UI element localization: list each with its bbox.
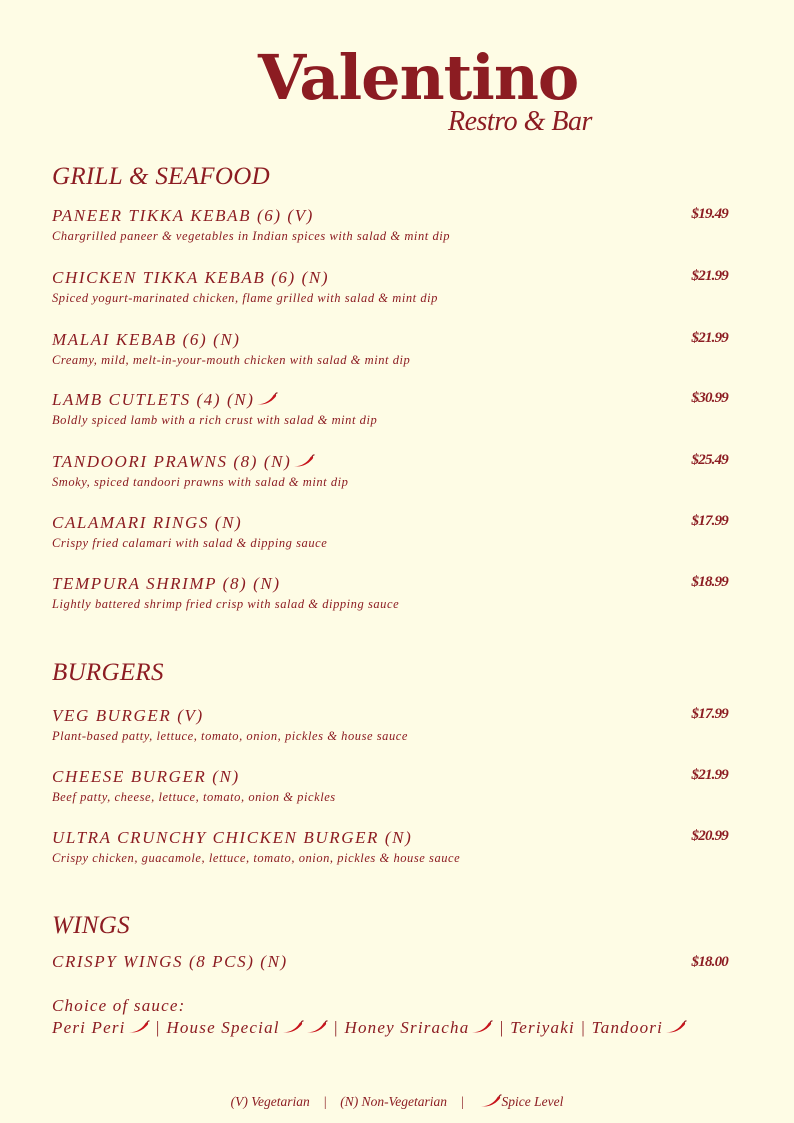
menu-item-name: [52, 390, 278, 411]
legend-nonveg: (N) Non-Vegetarian: [340, 1094, 448, 1110]
menu-item-price: $25.49: [691, 452, 728, 468]
menu-item-name-text: VEG BURGER (V): [52, 706, 204, 725]
sauce-separator: |: [149, 1018, 167, 1037]
menu-item-name: [52, 706, 204, 726]
menu-item-name: [52, 574, 281, 594]
menu-item-name-text: LAMB CUTLETS (4) (N): [52, 390, 255, 409]
chili-pepper-icon: [480, 1094, 502, 1112]
legend-separator: |: [460, 1094, 465, 1110]
menu-item: [52, 513, 742, 563]
menu-item-name-text: CALAMARI RINGS (N): [52, 513, 243, 532]
sauce-option: House Special: [166, 1018, 280, 1037]
legend-veg: (V) Vegetarian: [230, 1094, 310, 1110]
chili-pepper-icon: [471, 1019, 493, 1039]
menu-item: [52, 206, 742, 256]
sauce-separator: |: [574, 1018, 592, 1037]
menu-item-price: $17.99: [691, 513, 728, 529]
menu-item-name: [52, 452, 315, 473]
menu-item-name-text: CHICKEN TIKKA KEBAB (6) (N): [52, 268, 330, 287]
menu-item-price: $17.99: [691, 706, 728, 722]
sauce-option: Honey Sriracha: [344, 1018, 470, 1037]
menu-item-name-text: PANEER TIKKA KEBAB (6) (V): [52, 206, 314, 225]
menu-item: [52, 706, 742, 756]
chili-pepper-icon: [256, 391, 278, 411]
sauce-heading: Choice of sauce:: [52, 996, 186, 1015]
sauce-option: Teriyaki: [510, 1018, 575, 1037]
sauce-separator: |: [327, 1018, 345, 1037]
menu-item: [52, 952, 742, 1002]
menu-item-name: [52, 952, 288, 972]
legend-spice: Spice Level: [501, 1094, 564, 1110]
menu-item: [52, 390, 742, 440]
menu-item: [52, 767, 742, 817]
menu-item-description: Smoky, spiced tandoori prawns with salad & mint dip: [52, 475, 349, 489]
chili-pepper-icon: [128, 1019, 150, 1039]
menu-item-name: [52, 828, 412, 848]
sauce-separator: |: [493, 1018, 511, 1037]
menu-item-description: Plant-based patty, lettuce, tomato, onion, pickles & house sauce: [52, 729, 408, 743]
menu-item-price: $19.49: [691, 206, 728, 222]
restaurant-logo: [0, 30, 794, 145]
menu-item-name: [52, 206, 314, 226]
menu-item-price: $18.99: [691, 574, 728, 590]
menu-item-description: Creamy, mild, melt-in-your-mouth chicken with salad & mint dip: [52, 353, 411, 367]
menu-item-name-text: TANDOORI PRAWNS (8) (N): [52, 452, 292, 471]
menu-item-price: $30.99: [691, 390, 728, 406]
menu-item: [52, 268, 742, 318]
sauce-option: Peri Peri: [52, 1018, 126, 1037]
menu-item-price: $21.99: [691, 767, 728, 783]
menu-item-name-text: ULTRA CRUNCHY CHICKEN BURGER (N): [52, 828, 413, 847]
chili-pepper-icon: [293, 453, 315, 473]
menu-item-price: $21.99: [691, 268, 728, 284]
menu-item-name: [52, 268, 329, 288]
menu-item-price: $20.99: [691, 828, 728, 844]
menu-item-description: Beef patty, cheese, lettuce, tomato, onion & pickles: [52, 790, 336, 804]
logo-tagline: Restro & Bar: [448, 106, 592, 137]
menu-item-name-text: CRISPY WINGS (8 PCS) (N): [52, 952, 288, 971]
section-title-grill: GRILL & SEAFOOD: [52, 163, 270, 190]
menu-item-price: $18.00: [691, 954, 728, 970]
menu-item: [52, 828, 742, 878]
chili-pepper-icon: [306, 1019, 328, 1039]
sauce-option: Tandoori: [591, 1018, 664, 1037]
menu-item: [52, 452, 742, 502]
menu-item: [52, 330, 742, 380]
legend: [0, 1094, 794, 1112]
menu-item-description: Lightly battered shrimp fried crisp with salad & dipping sauce: [52, 597, 400, 611]
chili-pepper-icon: [665, 1019, 687, 1039]
menu-item-description: Spiced yogurt-marinated chicken, flame grilled with salad & mint dip: [52, 291, 438, 305]
menu-item-description: Boldly spiced lamb with a rich crust with salad & mint dip: [52, 413, 378, 427]
menu-item-description: Chargrilled paneer & vegetables in Indian spices with salad & mint dip: [52, 229, 451, 243]
menu-item-name-text: CHEESE BURGER (N): [52, 767, 240, 786]
section-title-burgers: BURGERS: [52, 659, 164, 686]
logo-name: Valentino: [258, 41, 579, 114]
menu-item-description: Crispy chicken, guacamole, lettuce, tomato, onion, pickles & house sauce: [52, 851, 461, 865]
sauce-options: [52, 1018, 687, 1039]
section-title-wings: WINGS: [52, 912, 130, 939]
menu-item-name-text: MALAI KEBAB (6) (N): [52, 330, 241, 349]
menu-item-name: [52, 513, 242, 533]
menu-item-description: Crispy fried calamari with salad & dipping sauce: [52, 536, 328, 550]
menu-item-name: [52, 767, 240, 787]
menu-item: [52, 574, 742, 624]
menu-item-price: $21.99: [691, 330, 728, 346]
menu-item-name: [52, 330, 241, 350]
chili-pepper-icon: [282, 1019, 304, 1039]
legend-separator: |: [323, 1094, 327, 1110]
menu-item-name-text: TEMPURA SHRIMP (8) (N): [52, 574, 281, 593]
